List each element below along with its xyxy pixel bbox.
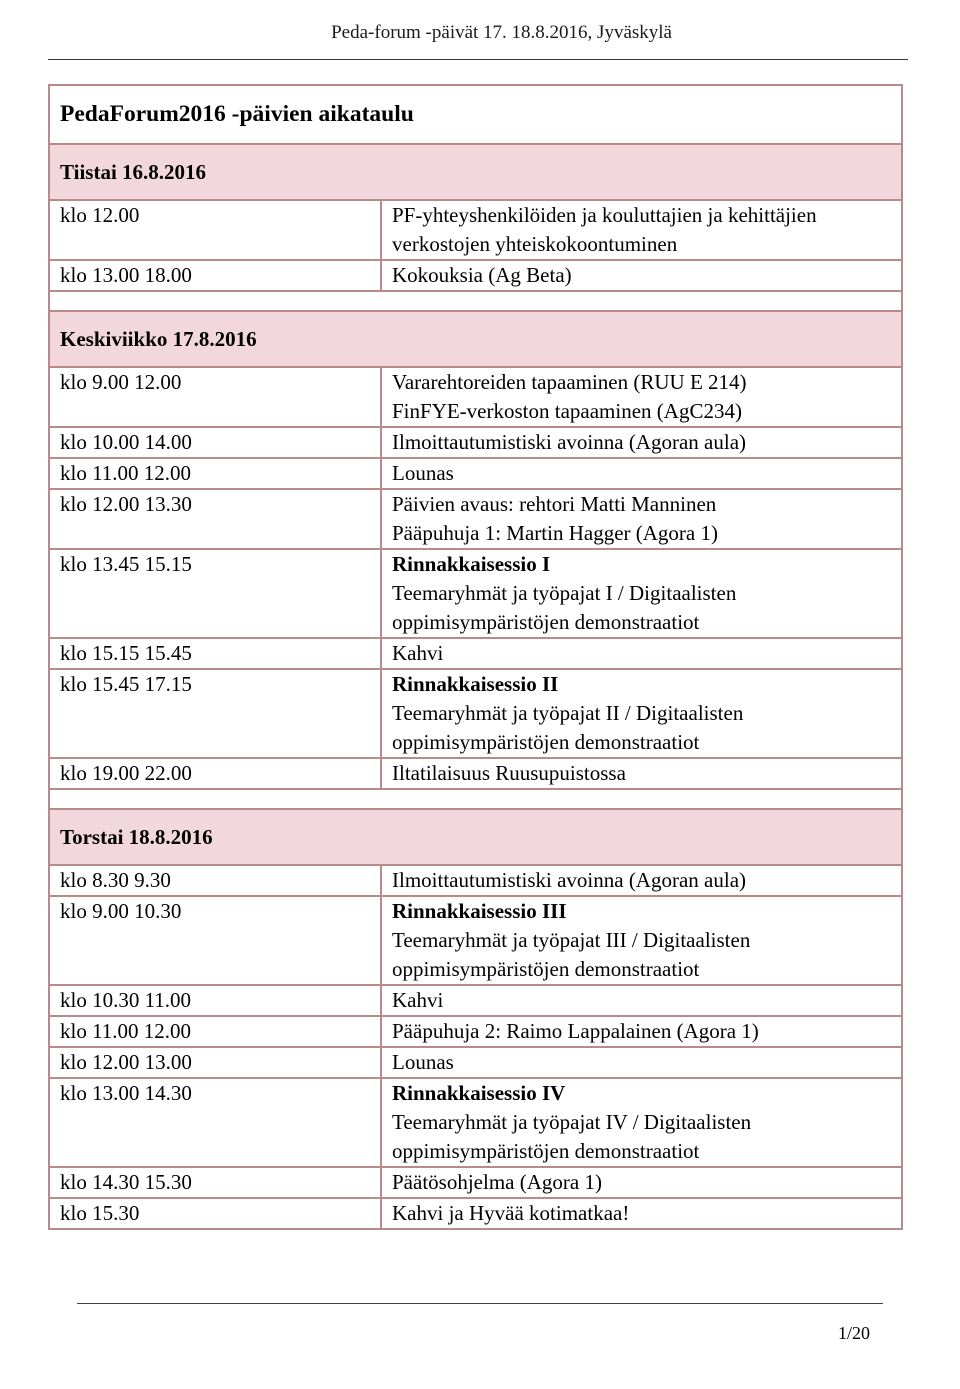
schedule-row	[49, 758, 902, 789]
schedule-row	[49, 489, 902, 549]
schedule-time: klo 8.30 9.30	[49, 865, 381, 896]
schedule-row	[49, 985, 902, 1016]
schedule-row	[49, 638, 902, 669]
day-header-row	[49, 809, 902, 865]
spacer-cell	[49, 291, 902, 311]
header-rule	[48, 59, 908, 60]
page-title: PedaForum2016 -päivien aikataulu	[49, 85, 902, 144]
session-heading: Rinnakkaisessio III	[392, 899, 567, 923]
description-line: oppimisympäristöjen demonstraatiot	[392, 730, 700, 754]
schedule-time: klo 13.00 18.00	[49, 260, 381, 291]
schedule-description	[381, 638, 902, 669]
session-heading: Rinnakkaisessio I	[392, 552, 551, 576]
description-line: Kokouksia (Ag Beta)	[392, 263, 572, 287]
schedule-description	[381, 1167, 902, 1198]
description-line: Kahvi	[392, 988, 444, 1012]
schedule-row	[49, 458, 902, 489]
running-header: Peda-forum -päivät 17. 18.8.2016, Jyväskylä	[331, 22, 672, 43]
schedule-table	[48, 84, 903, 1230]
description-line: Vararehtoreiden tapaaminen (RUU E 214)	[392, 370, 747, 394]
schedule-row	[49, 1198, 902, 1229]
schedule-time: klo 12.00 13.00	[49, 1047, 381, 1078]
schedule-description	[381, 758, 902, 789]
spacer-row	[49, 789, 902, 809]
description-line: Lounas	[392, 1050, 454, 1074]
spacer-cell	[49, 789, 902, 809]
description-line: Teemaryhmät ja työpajat II / Digitaalisten	[392, 701, 744, 725]
schedule-description	[381, 1078, 902, 1167]
day-header-row	[49, 144, 902, 200]
schedule-row	[49, 669, 902, 758]
description-line: Ilmoittautumistiski avoinna (Agoran aula)	[392, 868, 747, 892]
schedule-description	[381, 865, 902, 896]
schedule-time: klo 13.00 14.30	[49, 1078, 381, 1167]
schedule-description	[381, 549, 902, 638]
schedule-row	[49, 1016, 902, 1047]
schedule-time: klo 10.30 11.00	[49, 985, 381, 1016]
description-line: Teemaryhmät ja työpajat I / Digitaalisten	[392, 581, 737, 605]
description-line: Päätösohjelma (Agora 1)	[392, 1170, 602, 1194]
description-line: PF-yhteyshenkilöiden ja kouluttajien ja kehittäjien	[392, 203, 817, 227]
description-line: Ilmoittautumistiski avoinna (Agoran aula)	[392, 430, 747, 454]
footer-rule	[77, 1303, 883, 1304]
description-line: oppimisympäristöjen demonstraatiot	[392, 957, 700, 981]
description-line: Päivien avaus: rehtori Matti Manninen	[392, 492, 717, 516]
schedule-description	[381, 367, 902, 427]
description-line: Lounas	[392, 461, 454, 485]
schedule-time: klo 9.00 10.30	[49, 896, 381, 985]
schedule-row	[49, 1167, 902, 1198]
description-line: oppimisympäristöjen demonstraatiot	[392, 610, 700, 634]
schedule-description	[381, 200, 902, 260]
schedule-row	[49, 1047, 902, 1078]
schedule-time: klo 15.15 15.45	[49, 638, 381, 669]
schedule-time: klo 11.00 12.00	[49, 458, 381, 489]
schedule-time: klo 12.00	[49, 200, 381, 260]
schedule-description	[381, 985, 902, 1016]
description-line: Pääpuhuja 1: Martin Hagger (Agora 1)	[392, 521, 718, 545]
schedule-row	[49, 260, 902, 291]
schedule-description	[381, 1047, 902, 1078]
schedule-time: klo 15.30	[49, 1198, 381, 1229]
schedule-time: klo 10.00 14.00	[49, 427, 381, 458]
page-number: 1/20	[838, 1323, 871, 1343]
schedule-time: klo 19.00 22.00	[49, 758, 381, 789]
description-line: oppimisympäristöjen demonstraatiot	[392, 1139, 700, 1163]
schedule-time: klo 9.00 12.00	[49, 367, 381, 427]
schedule-description	[381, 260, 902, 291]
schedule-time: klo 14.30 15.30	[49, 1167, 381, 1198]
schedule-time: klo 12.00 13.30	[49, 489, 381, 549]
schedule-description	[381, 489, 902, 549]
day-header-row	[49, 311, 902, 367]
schedule-description	[381, 427, 902, 458]
description-line: verkostojen yhteiskokoontuminen	[392, 232, 678, 256]
schedule-time: klo 15.45 17.15	[49, 669, 381, 758]
schedule-row	[49, 427, 902, 458]
spacer-row	[49, 291, 902, 311]
schedule-description	[381, 669, 902, 758]
schedule-row	[49, 549, 902, 638]
schedule-time: klo 13.45 15.15	[49, 549, 381, 638]
schedule-description	[381, 1016, 902, 1047]
description-line: FinFYE-verkoston tapaaminen (AgC234)	[392, 399, 742, 423]
schedule-row	[49, 896, 902, 985]
schedule-description	[381, 896, 902, 985]
schedule-row	[49, 200, 902, 260]
day-label: Torstai 18.8.2016	[49, 809, 902, 865]
schedule-title-row	[49, 85, 902, 144]
schedule-description	[381, 1198, 902, 1229]
session-heading: Rinnakkaisessio IV	[392, 1081, 566, 1105]
description-line: Teemaryhmät ja työpajat IV / Digitaalisten	[392, 1110, 752, 1134]
description-line: Kahvi	[392, 641, 444, 665]
description-line: Kahvi ja Hyvää kotimatkaa!	[392, 1201, 630, 1225]
day-label: Tiistai 16.8.2016	[49, 144, 902, 200]
description-line: Pääpuhuja 2: Raimo Lappalainen (Agora 1)	[392, 1019, 759, 1043]
schedule-description	[381, 458, 902, 489]
description-line: Iltatilaisuus Ruusupuistossa	[392, 761, 626, 785]
description-line: Teemaryhmät ja työpajat III / Digitaalisten	[392, 928, 751, 952]
day-label: Keskiviikko 17.8.2016	[49, 311, 902, 367]
schedule-row	[49, 367, 902, 427]
schedule-time: klo 11.00 12.00	[49, 1016, 381, 1047]
session-heading: Rinnakkaisessio II	[392, 672, 559, 696]
schedule-row	[49, 865, 902, 896]
schedule-row	[49, 1078, 902, 1167]
